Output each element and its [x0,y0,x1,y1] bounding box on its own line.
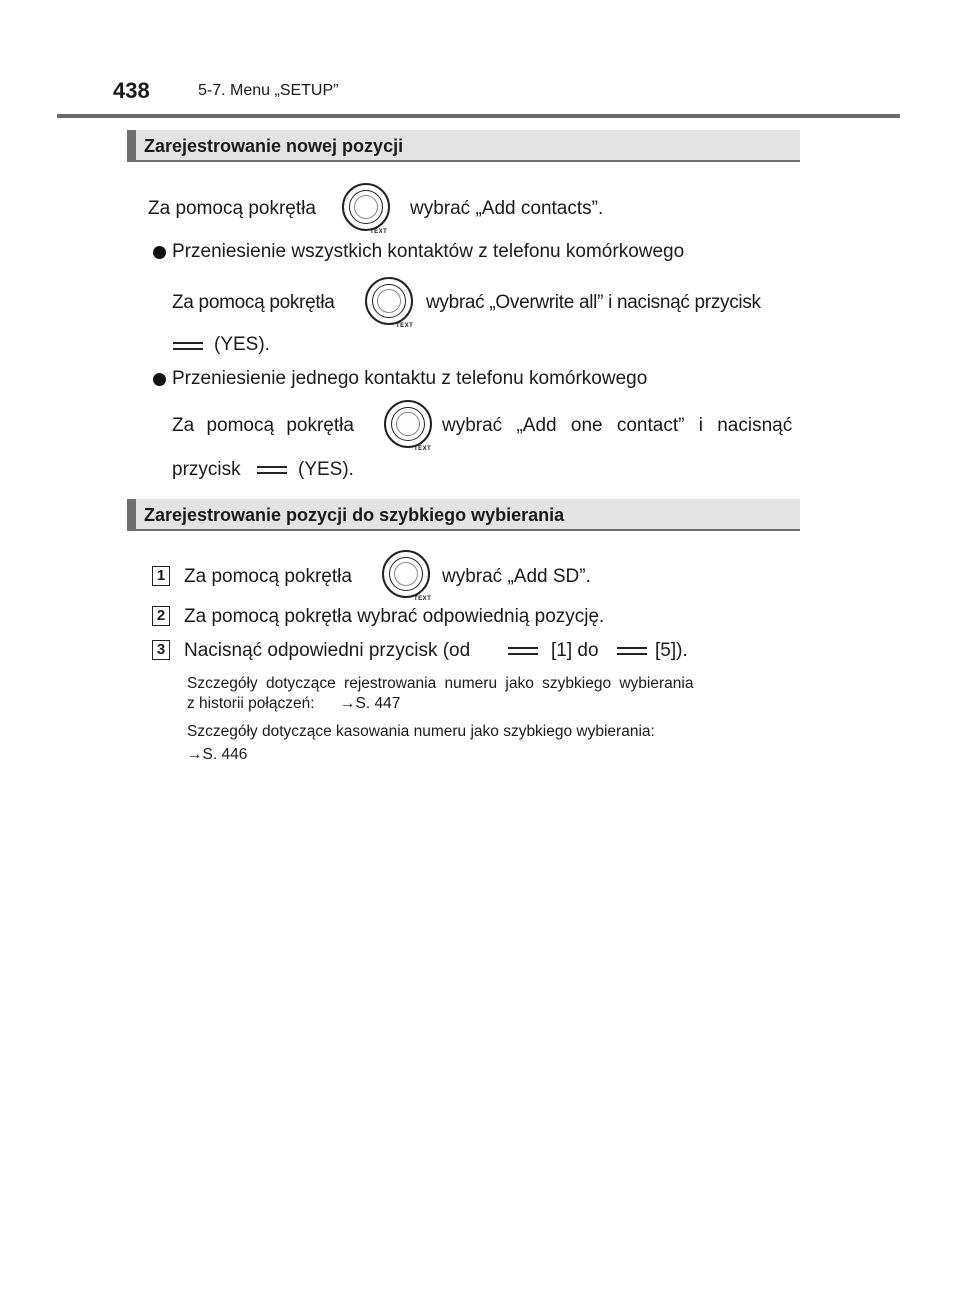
bullet1-text-b: wybrać „Overwrite all” i nacisnąć przycisk [426,292,761,313]
bullet2-text-c: przycisk [172,459,241,480]
page-number: 438 [113,78,150,103]
section-heading-label: Zarejestrowanie pozycji do szybkiego wybierania [144,505,565,525]
step3-text-a: Nacisnąć odpowiedni przycisk (od [184,640,471,661]
step-number-2: 2 [152,606,170,626]
step-number-3: 3 [152,640,170,660]
tune-knob-icon [365,277,413,325]
step2-text: Za pomocą pokrętła wybrać odpowiednią pozycję. [184,606,605,627]
bullet1-text-a: Za pomocą pokrętła [172,292,335,313]
bullet2-text-d: (YES). [298,459,354,480]
note1-line1: Szczegóły dotyczące rejestrowania numeru jako szybkiego wybierania [187,675,694,692]
note1-line2: z historii połączeń: [187,695,315,712]
header-rule [57,114,900,118]
bullet2-text-b: wybrać „Add one contact” i nacisnąć [442,415,793,436]
step1-text-a: Za pomocą pokrętła [184,566,352,587]
intro-text-a: Za pomocą pokrętła [148,198,316,219]
bullet2-text-a: Za pomocą pokrętła [172,415,354,436]
tune-knob-icon [384,400,432,448]
knob-text-label: TEXT [414,596,432,602]
knob-text-label: TEXT [370,229,388,235]
preset-button-icon [173,342,203,350]
step3-text-c: [5]). [655,640,688,661]
bullet-dot [153,246,166,259]
preset-button-icon [257,466,287,474]
section-heading-label: Zarejestrowanie nowej pozycji [144,136,404,156]
knob-text-label: TEXT [414,446,432,452]
preset-button-icon [508,647,538,655]
intro-text-b: wybrać „Add contacts”. [410,198,604,219]
tune-knob-icon [342,183,390,231]
note2-line1: Szczegóły dotyczące kasowania numeru jako szybkiego wybierania: [187,723,655,740]
section-heading-new-entry [127,130,800,162]
tune-knob-icon [382,550,430,598]
bullet-dot [153,373,166,386]
bullet2-heading: Przeniesienie jednego kontaktu z telefonu komórkowego [172,368,648,389]
bullet1-text-c: (YES). [214,334,270,355]
step-number-1: 1 [152,566,170,586]
section-heading-speed-dial [127,499,800,531]
step3-text-b: [1] do [551,640,599,661]
note1-page-ref: →S. 447 [340,695,401,712]
preset-button-icon [617,647,647,655]
bullet1-heading: Przeniesienie wszystkich kontaktów z telefonu komórkowego [172,241,685,262]
chapter-title: 5-7. Menu „SETUP” [198,82,339,99]
note2-page-ref: →S. 446 [187,746,248,763]
step1-text-b: wybrać „Add SD”. [442,566,591,587]
knob-text-label: TEXT [396,323,414,329]
